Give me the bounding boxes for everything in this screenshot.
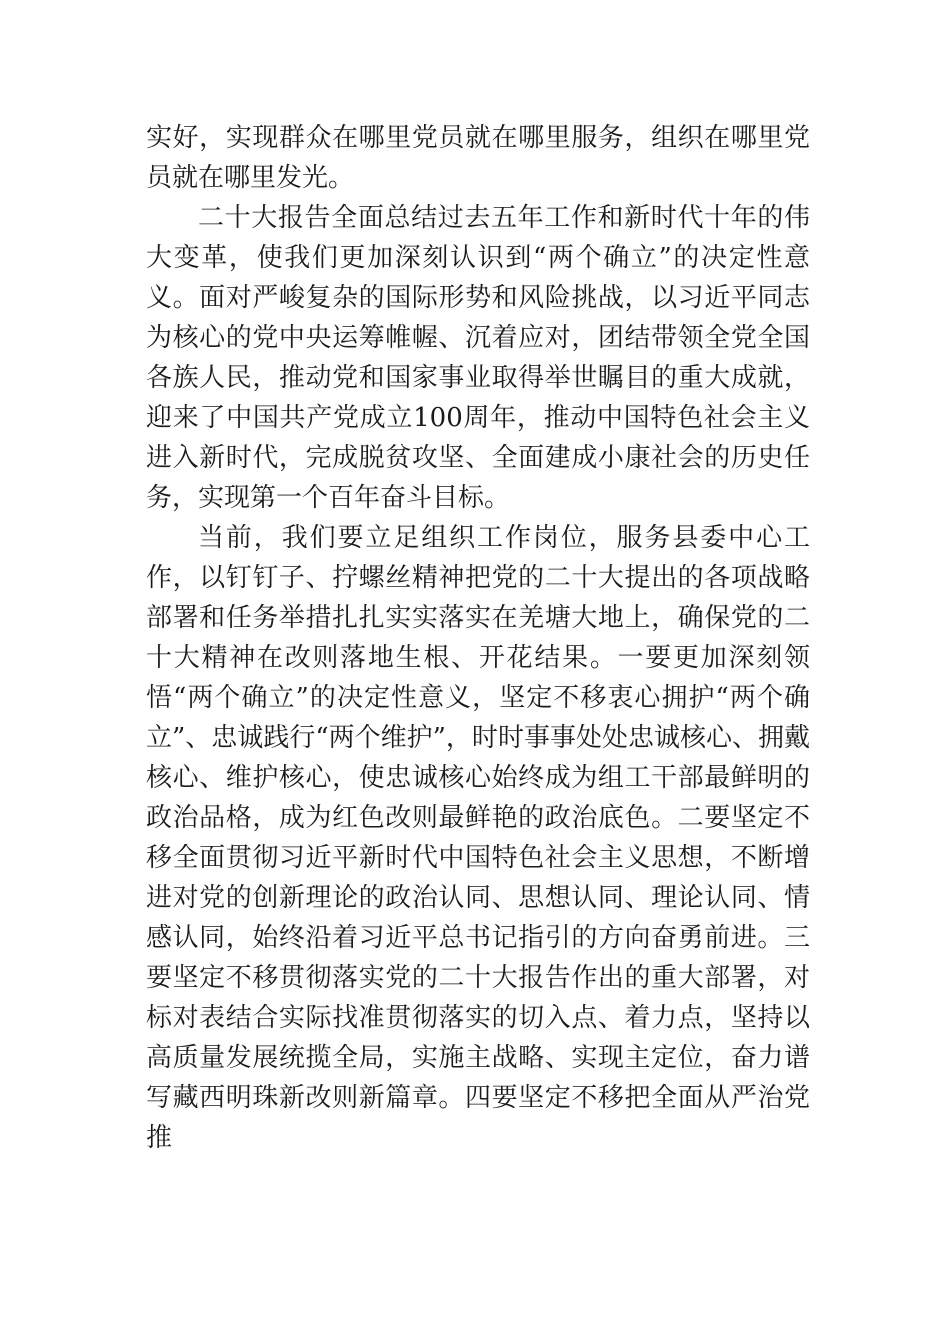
body-text [146, 118, 810, 1158]
paragraph-work-requirements: 当前，我们要立足组织工作岗位，服务县委中心工作，以钉钉子、拧螺丝精神把党的二十大提出的各项战略部署和任务举措扎扎实实落实在羌塘大地上，确保党的二十大精神在改则落地生根、开花结果。一要更加深刻领悟“两个确立”的决定性意义，坚定不移衷心拥护“两个确立”、忠诚践行“两个维护”，时时事事处处忠诚核心、拥戴核心、维护核心，使忠诚核心始终成为组工干部最鲜明的政治品格，成为红色改则最鲜艳的政治底色。二要坚定不移全面贯彻习近平新时代中国特色社会主义思想，不断增进对党的创新理论的政治认同、思想认同、理论认同、情感认同，始终沿着习近平总书记指引的方向奋勇前进。三要坚定不移贯彻落实党的二十大报告作出的重大部署，对标对表结合实际找准贯彻落实的切入点、着力点，坚持以高质量发展统揽全局，实施主战略、实现主定位，奋力谱写藏西明珠新改则新篇章。四要坚定不移把全面从严治党推 [146, 523, 810, 1153]
paragraph-continuation: 实好，实现群众在哪里党员就在哪里服务，组织在哪里党员就在哪里发光。 [146, 123, 810, 193]
paragraph-report-summary: 二十大报告全面总结过去五年工作和新时代十年的伟大变革，使我们更加深刻认识到“两个确立”的决定性意义。面对严峻复杂的国际形势和风险挑战，以习近平同志为核心的党中央运筹帷幄、沉着应对，团结带领全党全国各族人民，推动党和国家事业取得举世瞩目的重大成就，迎来了中国共产党成立100周年，推动中国特色社会主义进入新时代，完成脱贫攻坚、全面建成小康社会的历史任务，实现第一个百年奋斗目标。 [146, 203, 810, 513]
